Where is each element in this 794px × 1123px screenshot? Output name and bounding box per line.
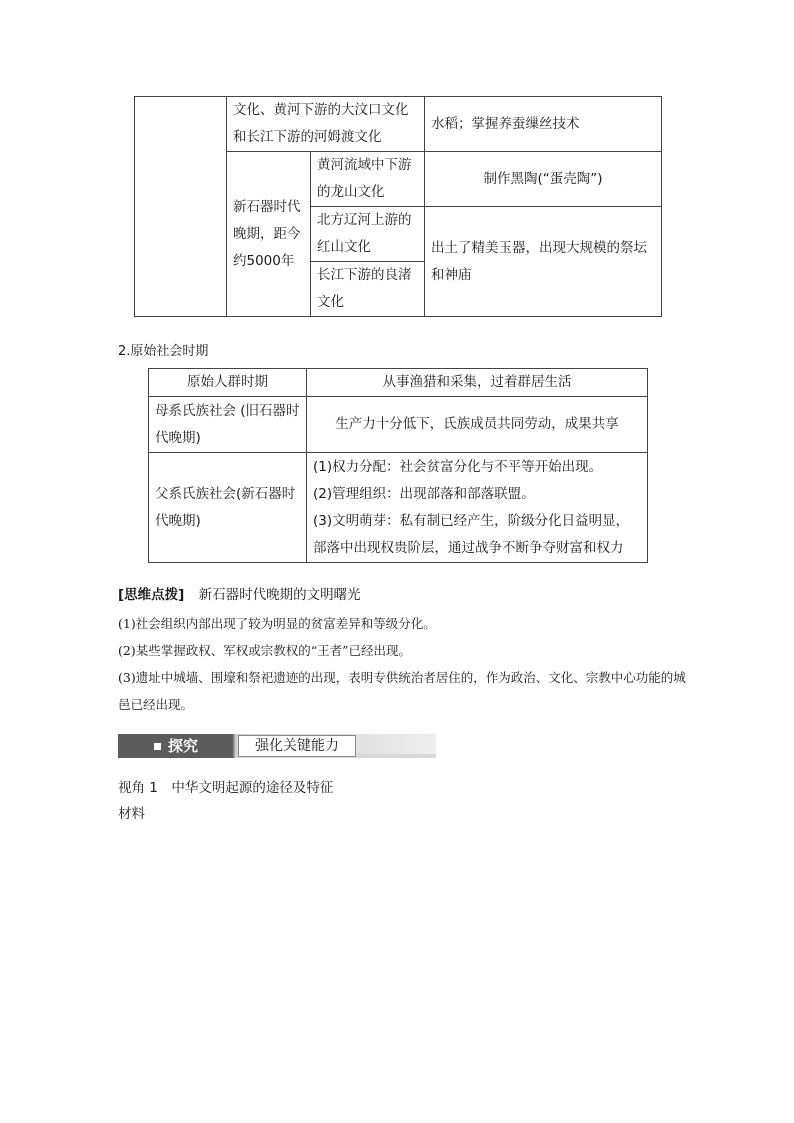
primitive-society-table: [148, 368, 648, 563]
section-title: 2.原始社会时期: [118, 344, 209, 359]
tip-label: [思维点拨]: [118, 587, 185, 603]
table1-longshan-cell: 黄河流域中下游的龙山文化: [311, 152, 425, 207]
tip-title: 新石器时代晚期的文明曙光: [198, 587, 361, 603]
tip-heading: [118, 584, 688, 606]
banner-title: 探究: [168, 737, 199, 755]
table2-r3-label: 父系氏族社会(新石器时代晚期): [149, 453, 307, 563]
table1-longshan-feature: 制作黑陶(“蛋壳陶”): [425, 152, 662, 207]
material-label: 材料: [118, 806, 145, 822]
table1-culture-cell: 文化、黄河下游的大汶口文化和长江下游的河姆渡文化: [227, 97, 425, 152]
table2-r3-item: (2)管理组织：出现部落和部落联盟。: [313, 485, 535, 502]
explore-banner: [118, 734, 436, 758]
table1-jade-feature: 出土了精美玉器，出现大规模的祭坛和神庙: [425, 207, 662, 317]
tip-point: (3)遗址中城墙、围壕和祭祀遗迹的出现，表明专供统治者居住的，作为政治、文化、宗教中心功能的城邑已经出现。: [118, 670, 686, 712]
table2-r1-label: 原始人群时期: [149, 369, 307, 397]
table2-r3-desc: [307, 453, 648, 563]
culture-table: [134, 96, 662, 317]
table1-feature-cell: 水稻；掌握养蚕缫丝技术: [425, 97, 662, 152]
table2-r2-desc: 生产力十分低下，氏族成员共同劳动，成果共享: [307, 397, 648, 453]
tip-point: (1)社会组织内部出现了较为明显的贫富差异和等级分化。: [118, 616, 436, 631]
angle-heading: 视角 1 中华文明起源的途径及特征: [118, 780, 334, 796]
table2-r3-item: (3)文明萌芽：私有制已经产生，阶级分化日益明显，部落中出现权贵阶层，通过战争不断争夺财富和权力: [313, 512, 630, 556]
table2-r2-label: 母系氏族社会 (旧石器时代晚期): [149, 397, 307, 453]
table1-empty-cell: [135, 97, 227, 317]
table1-liangzhu-cell: 长江下游的良渚文化: [311, 262, 425, 317]
square-bullet-icon: [154, 743, 161, 750]
tip-point: (2)某些掌握政权、军权或宗教权的“王者”已经出现。: [118, 643, 411, 658]
table2-r3-item: (1)权力分配：社会贫富分化与不平等开始出现。: [313, 458, 603, 475]
thinking-tip: [118, 584, 688, 718]
table1-period-cell: 新石器时代晚期，距今约5000年: [227, 152, 311, 317]
table2-r1-desc: 从事渔猎和采集，过着群居生活: [307, 369, 648, 397]
table1-hongshan-cell: 北方辽河上游的红山文化: [311, 207, 425, 262]
banner-subtitle: 强化关键能力: [238, 735, 356, 757]
